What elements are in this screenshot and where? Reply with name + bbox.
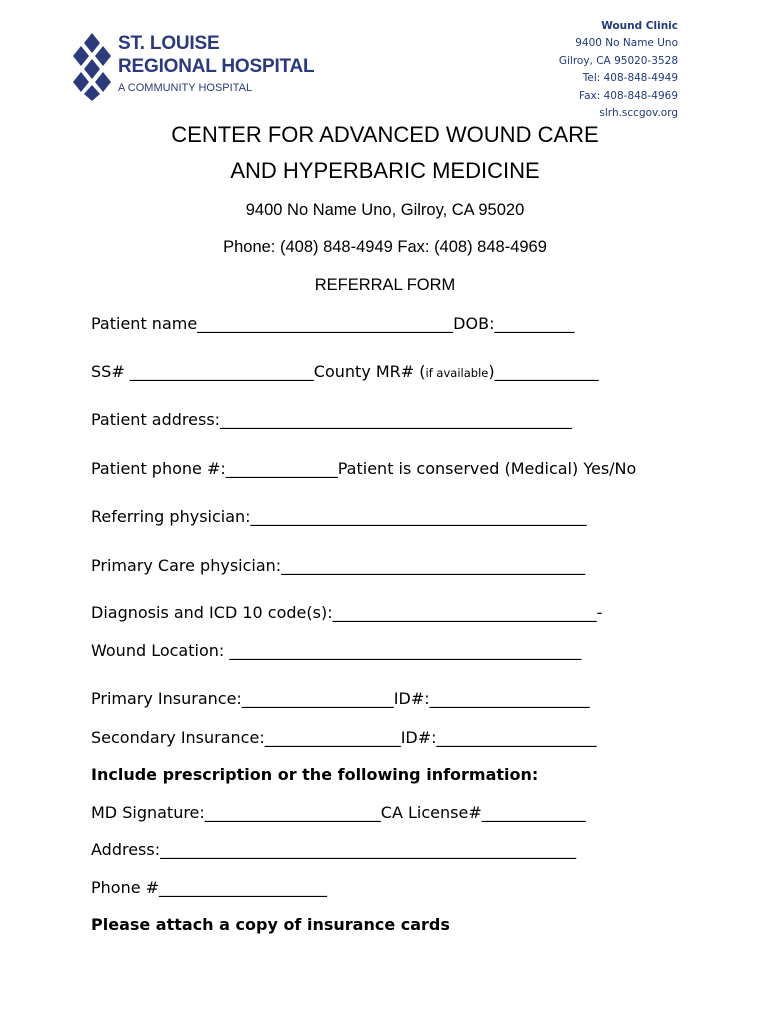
wound-location-field[interactable]: Wound Location: ____________________________________________ (91, 641, 582, 660)
ss-county-mr-field[interactable] (91, 362, 599, 381)
clinic-address-line-1: 9400 No Name Uno (575, 37, 678, 50)
logo-line-1: ST. LOUISE (118, 33, 220, 54)
patient-name-dob-field[interactable]: Patient name________________________________DOB:__________ (91, 314, 575, 333)
diagnosis-icd10-field[interactable]: Diagnosis and ICD 10 code(s):_________________________________- (91, 603, 603, 622)
if-available-note: if available (425, 366, 489, 380)
hospital-logo (70, 32, 315, 102)
center-address: 9400 No Name Uno, Gilroy, CA 95020 (245, 201, 525, 219)
md-signature-license-field[interactable]: MD Signature:______________________CA License#_____________ (91, 803, 586, 822)
clinic-contact-block (559, 18, 678, 122)
primary-care-physician-field[interactable]: Primary Care physician:______________________________________ (91, 556, 586, 575)
logo-tagline: A COMMUNITY HOSPITAL (118, 82, 253, 94)
md-address-field[interactable]: Address:____________________________________________________ (91, 840, 577, 859)
clinic-tel: Tel: 408-848-4949 (582, 72, 678, 85)
ss-county-mr-label: SS# _______________________County MR# ( (91, 362, 426, 381)
clinic-website: slrh.sccgov.org (599, 107, 678, 120)
logo-line-2: REGIONAL HOSPITAL (118, 56, 315, 77)
referring-physician-field[interactable]: Referring physician:__________________________________________ (91, 507, 587, 526)
diamond-logo-icon (70, 32, 114, 102)
attach-insurance-note: Please attach a copy of insurance cards (91, 915, 450, 934)
clinic-fax: Fax: 408-848-4969 (579, 89, 678, 102)
patient-phone-conserved-field[interactable]: Patient phone #:______________Patient is conserved (Medical) Yes/No (91, 459, 637, 478)
clinic-address-line-2: Gilroy, CA 95020-3528 (558, 54, 678, 67)
md-phone-field[interactable]: Phone #_____________________ (91, 878, 328, 897)
clinic-name: Wound Clinic (601, 20, 678, 32)
form-name: REFERRAL FORM (314, 276, 456, 294)
logo-text (118, 32, 314, 96)
form-title-line-1: CENTER FOR ADVANCED WOUND CARE (171, 122, 599, 147)
form-title-line-2: AND HYPERBARIC MEDICINE (230, 158, 540, 183)
county-mr-blank: )_____________ (488, 362, 599, 381)
secondary-insurance-field[interactable]: Secondary Insurance:_________________ID#:____________________ (91, 728, 597, 747)
primary-insurance-field[interactable]: Primary Insurance:___________________ID#:____________________ (91, 689, 590, 708)
center-phone-fax: Phone: (408) 848-4949 Fax: (408) 848-4969 (223, 238, 547, 256)
include-prescription-heading: Include prescription or the following information: (91, 765, 539, 784)
patient-address-field[interactable]: Patient address:____________________________________________ (91, 410, 573, 429)
